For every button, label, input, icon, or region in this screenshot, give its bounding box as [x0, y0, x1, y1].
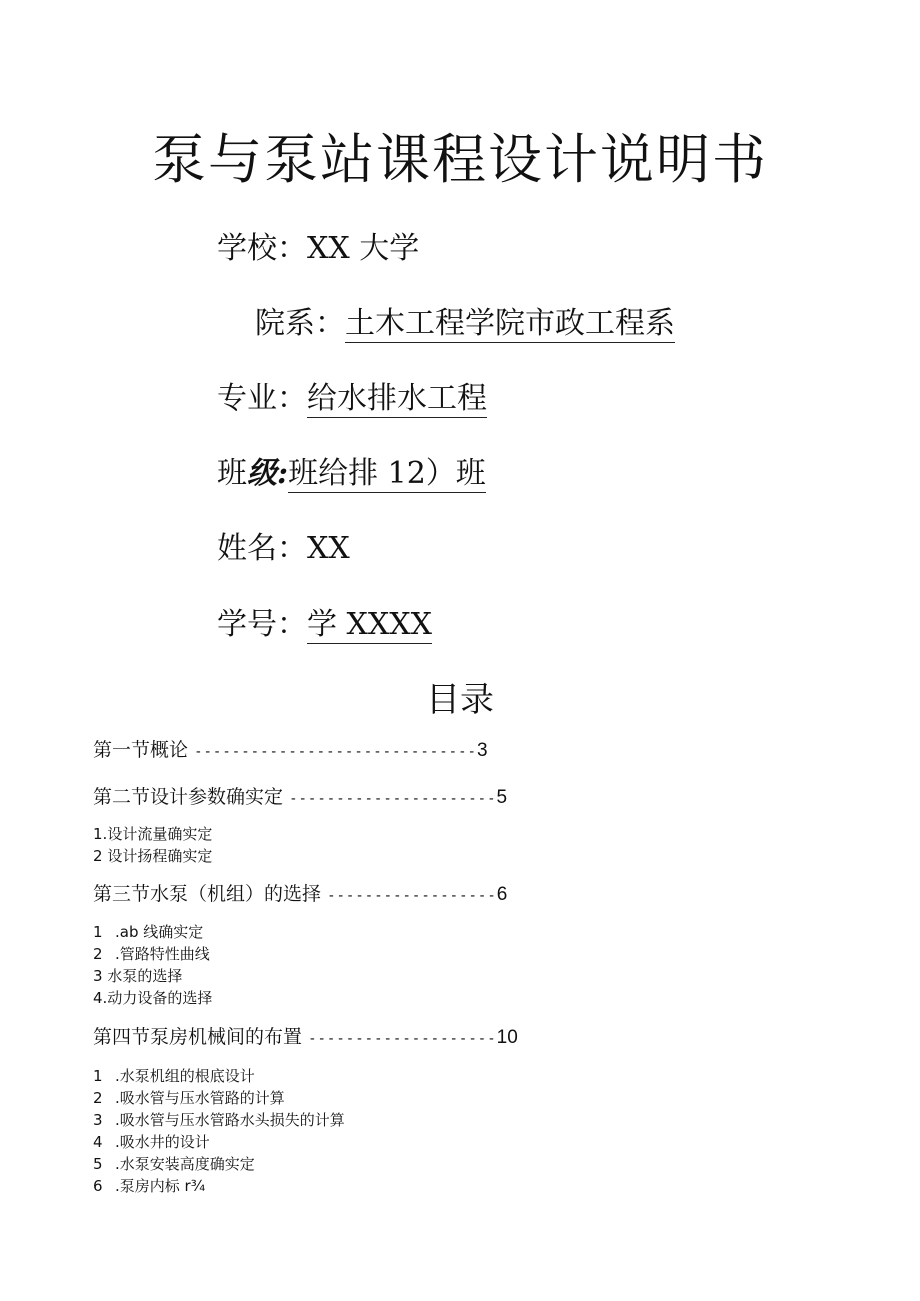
toc-item-number: 2 [93, 847, 103, 865]
toc-item [93, 1153, 255, 1175]
document-title: 泵与泵站课程设计说明书 [152, 128, 768, 191]
toc-title: 目录 [426, 680, 494, 720]
toc-item-text: 动力设备的选择 [107, 989, 213, 1007]
toc-item [93, 1065, 255, 1087]
toc-page-number: 3 [476, 740, 488, 761]
toc-item-number: 2 [93, 1089, 103, 1107]
toc-leader: -------------------- [308, 1031, 497, 1047]
student-id-line [217, 605, 432, 645]
toc-item [93, 845, 212, 867]
toc-section [93, 881, 507, 909]
toc-section-title: 第四节泵房机械间的布置 [93, 1026, 303, 1048]
toc-item-text: .ab 线确实定 [115, 923, 204, 941]
toc-section [93, 1024, 518, 1052]
toc-item-text: .水泵机组的根底设计 [115, 1067, 255, 1085]
toc-item [93, 1109, 345, 1131]
class-line [217, 454, 486, 494]
class-label: 班 [217, 456, 247, 491]
toc-leader: ------------------ [327, 888, 497, 904]
toc-item-text: .管路特性曲线 [115, 945, 210, 963]
department-line [255, 304, 675, 344]
department-value: 土木工程学院市政工程系 [345, 306, 675, 341]
toc-item-text: .吸水管与压水管路水头损失的计算 [115, 1111, 345, 1129]
student-id-value: 学 XXXX [307, 607, 432, 642]
toc-item [93, 921, 203, 943]
toc-item-number: 4. [93, 989, 108, 1007]
major-label: 专业： [217, 381, 307, 416]
toc-item [93, 1131, 210, 1153]
toc-item-text: 设计扬程确实定 [107, 847, 213, 865]
toc-page-number: 5 [496, 787, 508, 808]
toc-item-number: 3 [93, 967, 103, 985]
toc-section-title: 第二节设计参数确实定 [93, 786, 284, 808]
toc-section [93, 737, 488, 765]
class-value: 班给排 12）班 [288, 456, 486, 491]
toc-section-title: 第一节概论 [93, 739, 189, 761]
toc-item-text: .泵房内标 r¾ [115, 1177, 206, 1195]
name-line [217, 529, 350, 569]
toc-item-text: 水泵的选择 [107, 967, 183, 985]
school-line [217, 229, 419, 269]
toc-section [93, 784, 507, 812]
toc-item-number: 1 [93, 1067, 103, 1085]
major-value: 给水排水工程 [307, 381, 487, 416]
toc-item [93, 965, 182, 987]
toc-item [93, 987, 212, 1009]
name-label: 姓名： [217, 531, 307, 566]
toc-item [93, 1087, 285, 1109]
toc-item-number: 1 [93, 923, 103, 941]
toc-item-number: 5 [93, 1155, 103, 1173]
toc-leader: ------------------------------ [194, 744, 477, 760]
toc-item-number: 6 [93, 1177, 103, 1195]
major-line [217, 379, 487, 419]
school-label: 学校： [217, 231, 307, 266]
toc-item-text: 设计流量确实定 [107, 825, 213, 843]
toc-item [93, 943, 210, 965]
school-value: XX 大学 [307, 231, 420, 266]
toc-item-text: .水泵安装高度确实定 [115, 1155, 255, 1173]
student-id-label: 学号： [217, 607, 307, 642]
department-label: 院系： [255, 306, 345, 341]
name-value: XX [307, 531, 350, 566]
toc-page-number: 6 [496, 884, 508, 905]
toc-item [93, 823, 212, 845]
toc-item-number: 4 [93, 1133, 103, 1151]
toc-item-number: 3 [93, 1111, 103, 1129]
toc-item-text: .吸水管与压水管路的计算 [115, 1089, 285, 1107]
class-label-italic: 级: [247, 456, 289, 491]
toc-item [93, 1175, 205, 1197]
toc-page-number: 10 [496, 1027, 518, 1048]
toc-leader: ---------------------- [289, 791, 497, 807]
toc-section-title: 第三节水泵（机组）的选择 [93, 883, 322, 905]
toc-item-number: 2 [93, 945, 103, 963]
toc-item-text: .吸水井的设计 [115, 1133, 210, 1151]
toc-item-number: 1. [93, 825, 108, 843]
